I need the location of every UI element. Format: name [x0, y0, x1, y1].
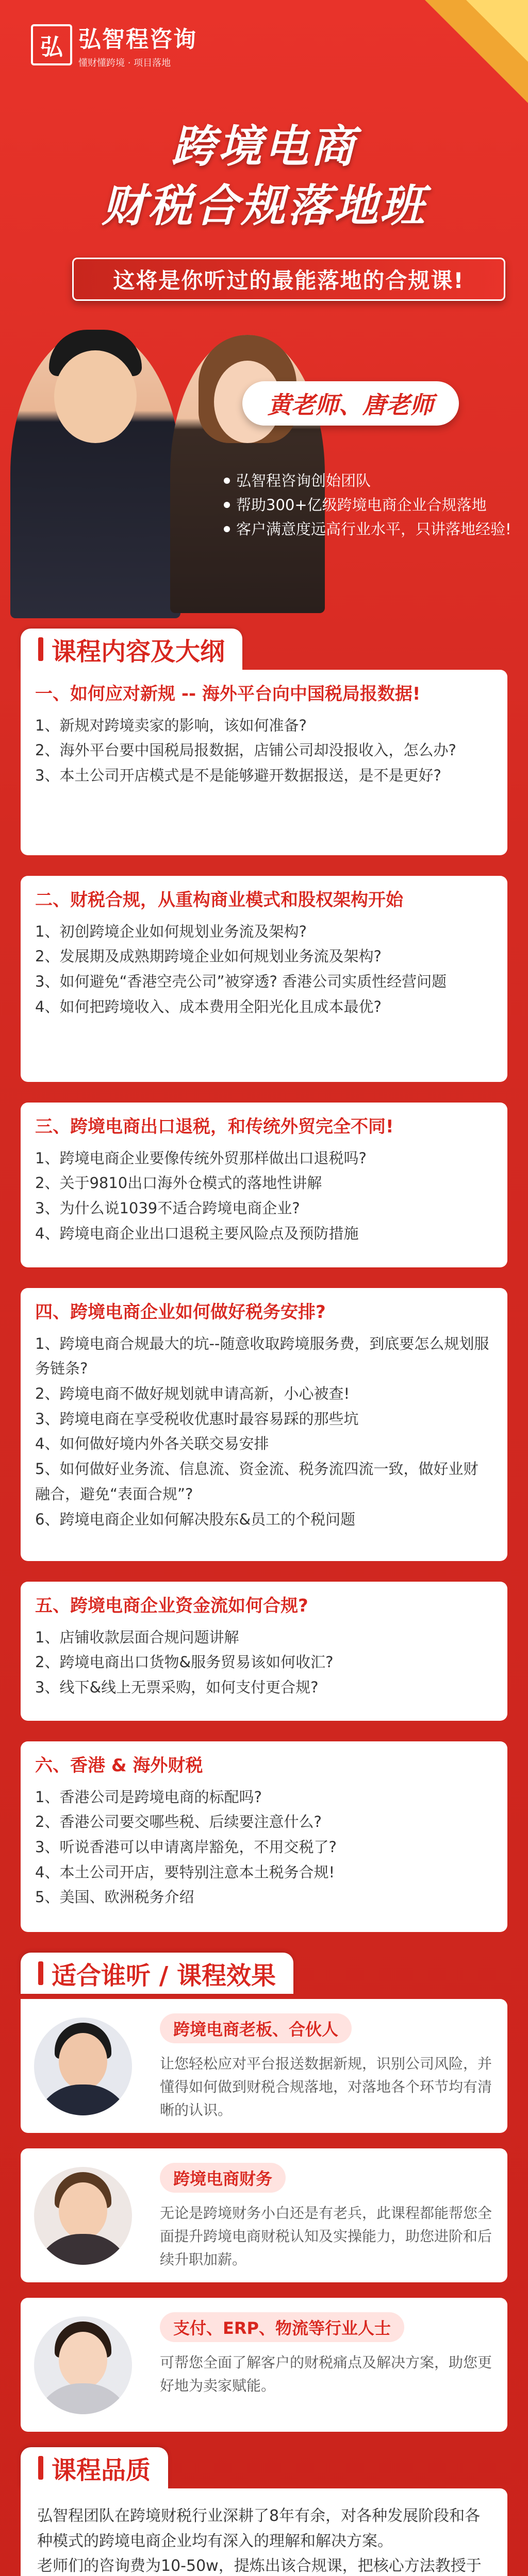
outline-heading-text: 课程内容及大纲 [52, 637, 225, 666]
outline-card-1 [21, 670, 507, 855]
audience-card-2 [21, 2148, 507, 2282]
outline-item: 3、本土公司开店模式是不是能够避开数据报送，是不是更好? [35, 767, 441, 785]
outline-item: 2、跨境电商不做好规划就申请高新，小心被查! [35, 1385, 350, 1403]
outline-item: 3、为什么说1039不适合跨境电商企业? [35, 1199, 300, 1217]
outline-item: 3、如何避免“香港空壳公司”被穿透? 香港公司实质性经营问题 [35, 973, 447, 991]
outline-card-6 [21, 1741, 507, 1932]
outline-item: 1、初创跨境企业如何规划业务流及架构? [35, 922, 307, 940]
quality-heading-text: 课程品质 [52, 2455, 151, 2485]
outline-title: 六、香港 & 海外财税 [35, 1755, 203, 1776]
outline-item: 5、如何做好业务流、信息流、资金流、税务流四流一致，做好业财融合，避免“表面合规”? [35, 1460, 478, 1503]
outline-item: 6、跨境电商企业如何解决股东&员工的个税问题 [35, 1510, 356, 1528]
outline-title: 五、跨境电商企业资金流如何合规? [35, 1596, 308, 1616]
outline-item: 4、如何做好境内外各关联交易安排 [35, 1435, 269, 1453]
avatar [34, 2316, 132, 2414]
avatar [34, 2167, 132, 2265]
brand-logo [31, 21, 197, 69]
outline-item: 4、本土公司开店，要特别注意本土税务合规! [35, 1863, 335, 1881]
outline-item: 1、新规对跨境卖家的影响，该如何准备? [35, 716, 307, 734]
outline-title: 三、跨境电商出口退税，和传统外贸完全不同! [35, 1116, 394, 1137]
audience-heading [21, 1953, 293, 1994]
tagline-banner: 这将是你听过的最能落地的合规课! [72, 258, 505, 301]
outline-card-5 [21, 1582, 507, 1721]
brand-name: 弘智程咨询 [78, 26, 197, 53]
outline-card-4 [21, 1288, 507, 1561]
outline-card-2 [21, 876, 507, 1082]
brand-slogan: 懂财懂跨境 · 项目落地 [78, 58, 171, 69]
outline-item: 4、如何把跨境收入、成本费用全阳光化且成本最优? [35, 997, 382, 1015]
teacher-photo-male [10, 330, 180, 618]
avatar [34, 2018, 132, 2115]
outline-item: 2、发展期及成熟期跨境企业如何规划业务流及架构? [35, 947, 382, 965]
audience-tag: 支付、ERP、物流等行业人士 [160, 2312, 404, 2342]
page-title-line1: 跨境电商 [171, 121, 357, 173]
logo-mark-icon: 弘 [31, 24, 72, 65]
heading-bar [38, 1961, 43, 1985]
outline-heading [21, 629, 242, 670]
outline-item: 4、跨境电商企业出口退税主要风险点及预防措施 [35, 1224, 359, 1242]
audience-card-1 [21, 1999, 507, 2133]
outline-item: 2、海外平台要中国税局报数据，店铺公司却没报收入，怎么办? [35, 741, 456, 759]
heading-bar [38, 2456, 43, 2480]
outline-item: 2、香港公司要交哪些税、后续要注意什么? [35, 1813, 322, 1831]
outline-item: 3、听说香港可以申请离岸豁免，不用交税了? [35, 1838, 337, 1856]
outline-title: 二、财税合规，从重构商业模式和股权架构开始 [35, 890, 403, 910]
outline-item: 2、关于9810出口海外仓模式的落地性讲解 [35, 1174, 322, 1192]
outline-title: 四、跨境电商企业如何做好税务安排? [35, 1302, 326, 1323]
quality-heading [21, 2447, 168, 2488]
audience-heading-text: 适合谁听 / 课程效果 [52, 1961, 276, 1990]
audience-desc: 让您轻松应对平台报送数据新规，识别公司风险，并懂得如何做到财税合规落地，对落地各个环节均有清晰的认识。 [160, 2055, 492, 2119]
outline-card-3 [21, 1103, 507, 1267]
audience-tag: 跨境电商老板、合伙人 [160, 2013, 352, 2043]
audience-tag: 跨境电商财务 [160, 2163, 286, 2193]
audience-desc: 无论是跨境财务小白还是有老兵，此课程都能帮您全面提升跨境电商财税认知及实操能力，助您进阶和后续升职加薪。 [160, 2205, 492, 2268]
outline-title: 一、如何应对新规 -- 海外平台向中国税局报数据! [35, 684, 421, 704]
heading-bar [38, 637, 43, 661]
teachers-badge: 黄老师、唐老师 [242, 381, 459, 426]
teacher-intro-list [222, 469, 521, 541]
intro-item: 弘智程咨询创始团队 [222, 469, 521, 493]
corner-decoration-inner [466, 0, 528, 62]
intro-item: 客户满意度远高行业水平，只讲落地经验! [222, 517, 521, 541]
outline-item: 1、店铺收款层面合规问题讲解 [35, 1628, 239, 1646]
outline-item: 5、美国、欧洲税务介绍 [35, 1888, 194, 1906]
audience-desc: 可帮您全面了解客户的财税痛点及解决方案，助您更好地为卖家赋能。 [160, 2354, 492, 2394]
outline-item: 3、跨境电商在享受税收优惠时最容易踩的那些坑 [35, 1410, 359, 1428]
quality-text: 弘智程团队在跨境财税行业深耕了8年有余，对各种发展阶段和各种模式的跨境电商企业均有深入的理解和解决方案。 [37, 2507, 481, 2550]
page-title-line2: 财税合规落地班 [102, 180, 426, 232]
outline-item: 2、跨境电商出口货物&服务贸易该如何收汇? [35, 1653, 334, 1671]
outline-item: 1、香港公司是跨境电商的标配吗? [35, 1788, 262, 1806]
outline-item: 3、线下&线上无票采购，如何支付更合规? [35, 1679, 319, 1697]
quality-text: 老师们的咨询费为10-50w，提炼出该合规课，把核心方法教授于 [37, 2557, 482, 2575]
outline-item: 1、跨境电商合规最大的坑--随意收取跨境服务费，到底要怎么规划服务链条? [35, 1334, 489, 1378]
outline-item: 1、跨境电商企业要像传统外贸那样做出口退税吗? [35, 1149, 367, 1167]
audience-card-3 [21, 2298, 507, 2432]
intro-item: 帮助300+亿级跨境电商企业合规落地 [222, 493, 521, 517]
quality-card [21, 2488, 507, 2576]
